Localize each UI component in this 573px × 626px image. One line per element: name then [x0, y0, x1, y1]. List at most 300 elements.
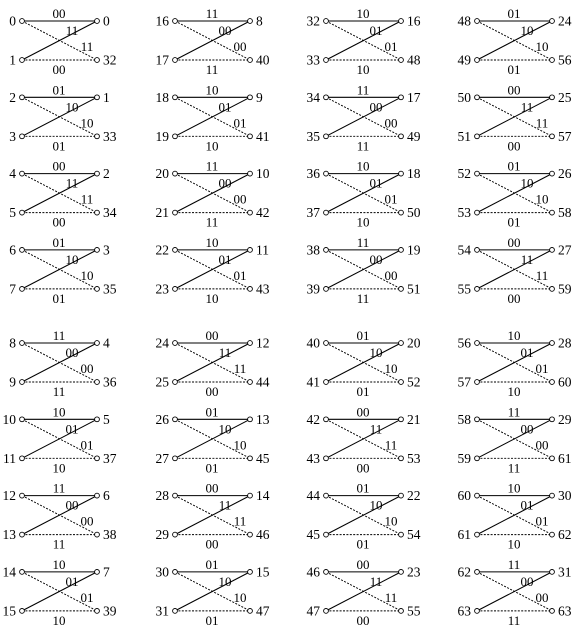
output-state-label: 50: [407, 205, 421, 221]
branch-label-cross-up: 10: [384, 513, 398, 529]
output-state-label: 41: [256, 128, 270, 144]
branch-label-cross-down: 00: [65, 345, 79, 360]
branch-label-top: 10: [52, 556, 66, 572]
branch-label-cross-up: 00: [535, 589, 549, 605]
node-output-top: [550, 341, 555, 346]
node-output-top: [399, 570, 404, 575]
output-state-label: 20: [407, 335, 421, 351]
butterfly: [458, 82, 572, 153]
node-output-top: [399, 171, 404, 176]
node-input-top: [20, 171, 25, 176]
output-state-label: 53: [407, 450, 421, 466]
input-state-label: 22: [155, 242, 169, 258]
butterfly: [9, 82, 117, 153]
branch-label-top: 00: [52, 158, 66, 174]
node-output-bottom: [95, 58, 100, 63]
branch-label-top: 11: [507, 404, 521, 420]
input-state-label: 5: [9, 205, 16, 221]
output-state-label: 61: [558, 450, 572, 466]
node-output-top: [95, 570, 100, 575]
node-output-bottom: [550, 380, 555, 385]
branch-label-bottom: 01: [507, 214, 521, 230]
branch-label-cross-down: 01: [65, 421, 79, 437]
input-state-label: 58: [457, 411, 471, 427]
input-state-label: 46: [306, 564, 320, 580]
output-state-label: 33: [103, 128, 117, 144]
branch-label-cross-up: 00: [384, 267, 398, 283]
node-output-top: [550, 171, 555, 176]
input-state-label: 39: [306, 281, 320, 297]
output-state-label: 4: [103, 335, 110, 351]
input-state-label: 55: [457, 281, 471, 297]
node-output-top: [550, 248, 555, 253]
output-state-label: 35: [103, 281, 117, 297]
node-input-bottom: [324, 456, 329, 461]
output-state-label: 6: [103, 488, 110, 504]
node-output-bottom: [248, 609, 253, 614]
input-state-label: 3: [9, 128, 16, 144]
node-input-bottom: [324, 58, 329, 63]
node-input-bottom: [475, 210, 480, 215]
butterfly: [307, 6, 421, 77]
node-input-bottom: [173, 532, 178, 537]
branch-label-top: 01: [356, 480, 370, 496]
node-input-bottom: [324, 287, 329, 292]
output-state-label: 32: [103, 52, 117, 68]
output-state-label: 54: [407, 527, 421, 543]
output-state-label: 30: [558, 488, 572, 504]
node-output-bottom: [399, 456, 404, 461]
branch-label-bottom: 11: [356, 290, 370, 306]
output-state-label: 45: [256, 450, 270, 466]
branch-label-cross-up: 01: [384, 191, 398, 207]
input-state-label: 11: [3, 450, 16, 466]
node-output-bottom: [248, 134, 253, 139]
butterfly: [9, 159, 117, 230]
output-state-label: 10: [256, 166, 270, 182]
node-input-top: [173, 171, 178, 176]
output-state-label: 12: [256, 335, 270, 351]
node-output-bottom: [95, 609, 100, 614]
node-input-top: [324, 171, 329, 176]
node-output-top: [95, 95, 100, 100]
branch-label-bottom: 11: [507, 612, 521, 626]
node-input-bottom: [324, 532, 329, 537]
node-input-top: [475, 19, 480, 24]
branch-label-cross-down: 10: [520, 23, 534, 38]
node-output-bottom: [95, 287, 100, 292]
branch-label-bottom: 01: [356, 536, 370, 552]
output-state-label: 21: [407, 411, 421, 427]
input-state-label: 30: [155, 564, 169, 580]
node-output-bottom: [399, 287, 404, 292]
branch-label-bottom: 00: [52, 62, 66, 77]
branch-label-top: 10: [52, 404, 66, 420]
node-output-top: [95, 248, 100, 253]
butterfly: [458, 235, 572, 306]
node-output-top: [248, 19, 253, 24]
branch-label-top: 11: [356, 234, 370, 250]
branch-label-cross-down: 01: [520, 497, 534, 513]
butterfly: [156, 235, 270, 306]
output-state-label: 27: [558, 242, 572, 258]
node-input-bottom: [475, 380, 480, 385]
branch-label-top: 11: [356, 82, 370, 98]
node-input-top: [475, 341, 480, 346]
branch-label-top: 10: [507, 328, 521, 343]
node-output-top: [399, 248, 404, 253]
branch-label-cross-up: 01: [535, 361, 549, 376]
output-state-label: 42: [256, 205, 270, 221]
node-input-top: [324, 493, 329, 498]
node-output-bottom: [399, 609, 404, 614]
butterfly: [156, 159, 270, 230]
input-state-label: 47: [306, 603, 320, 619]
input-state-label: 57: [457, 374, 471, 390]
node-input-bottom: [173, 210, 178, 215]
node-input-top: [324, 248, 329, 253]
input-state-label: 17: [155, 52, 169, 68]
node-input-bottom: [475, 287, 480, 292]
input-state-label: 51: [457, 128, 471, 144]
output-state-label: 60: [558, 374, 572, 390]
branch-label-top: 11: [52, 328, 66, 343]
output-state-label: 11: [256, 242, 269, 258]
butterfly: [458, 6, 572, 77]
node-output-bottom: [248, 380, 253, 385]
branch-label-bottom: 01: [205, 612, 219, 626]
branch-label-cross-down: 00: [369, 251, 383, 267]
node-output-bottom: [95, 134, 100, 139]
input-state-label: 43: [306, 450, 320, 466]
input-state-label: 15: [2, 603, 16, 619]
branch-label-top: 11: [52, 480, 66, 496]
node-input-top: [475, 171, 480, 176]
node-input-top: [324, 19, 329, 24]
branch-label-top: 10: [205, 234, 219, 250]
node-output-bottom: [95, 532, 100, 537]
node-input-top: [173, 341, 178, 346]
branch-label-top: 01: [52, 82, 66, 98]
branch-label-top: 01: [52, 234, 66, 250]
output-state-label: 47: [256, 603, 270, 619]
node-input-bottom: [173, 58, 178, 63]
branch-label-cross-down: 11: [65, 23, 79, 38]
branch-label-bottom: 10: [205, 290, 219, 306]
node-output-top: [399, 417, 404, 422]
input-state-label: 54: [457, 242, 471, 258]
node-output-top: [550, 493, 555, 498]
branch-label-top: 10: [356, 6, 370, 21]
input-state-label: 4: [9, 166, 16, 182]
branch-label-bottom: 00: [507, 138, 521, 154]
branch-label-cross-down: 00: [369, 99, 383, 115]
node-output-bottom: [248, 287, 253, 292]
node-output-bottom: [399, 210, 404, 215]
butterfly: [307, 235, 421, 306]
branch-label-cross-down: 10: [369, 497, 383, 513]
node-input-top: [173, 493, 178, 498]
input-state-label: 49: [457, 52, 471, 68]
branch-label-cross-up: 11: [384, 437, 398, 453]
node-output-bottom: [550, 210, 555, 215]
branch-label-cross-down: 00: [520, 573, 534, 589]
branch-label-top: 01: [507, 158, 521, 174]
input-state-label: 50: [457, 89, 471, 105]
output-state-label: 51: [407, 281, 421, 297]
branch-label-cross-down: 00: [520, 421, 534, 437]
branch-label-cross-down: 00: [218, 175, 232, 191]
node-input-top: [20, 570, 25, 575]
node-output-top: [550, 570, 555, 575]
node-input-top: [20, 341, 25, 346]
node-output-bottom: [248, 210, 253, 215]
output-state-label: 49: [407, 128, 421, 144]
branch-label-cross-down: 00: [218, 23, 232, 38]
branch-label-bottom: 01: [52, 138, 66, 154]
output-state-label: 14: [256, 488, 270, 504]
node-output-top: [248, 95, 253, 100]
branch-label-top: 11: [205, 158, 219, 174]
input-state-label: 0: [9, 13, 16, 29]
branch-label-cross-down: 10: [65, 99, 79, 115]
node-output-bottom: [550, 609, 555, 614]
node-output-bottom: [399, 58, 404, 63]
input-state-label: 41: [306, 374, 320, 390]
branch-label-top: 00: [356, 404, 370, 420]
node-input-top: [20, 417, 25, 422]
branch-label-bottom: 10: [205, 138, 219, 154]
branch-label-cross-down: 11: [218, 345, 232, 360]
output-state-label: 5: [103, 411, 110, 427]
input-state-label: 6: [9, 242, 16, 258]
node-input-top: [173, 95, 178, 100]
input-state-label: 1: [9, 52, 16, 68]
node-output-bottom: [550, 532, 555, 537]
output-state-label: 13: [256, 411, 270, 427]
node-output-top: [95, 19, 100, 24]
input-state-label: 33: [306, 52, 320, 68]
branch-label-cross-up: 10: [535, 39, 549, 54]
branch-label-cross-down: 00: [65, 497, 79, 513]
butterfly: [307, 328, 421, 399]
input-state-label: 42: [306, 411, 320, 427]
output-state-label: 26: [558, 166, 572, 182]
branch-label-cross-up: 11: [80, 191, 94, 207]
branch-label-cross-up: 11: [535, 115, 549, 131]
node-output-top: [95, 493, 100, 498]
input-state-label: 61: [457, 527, 471, 543]
branch-label-cross-up: 10: [233, 589, 247, 605]
output-state-label: 1: [103, 89, 110, 105]
input-state-label: 60: [457, 488, 471, 504]
branch-label-cross-up: 01: [535, 513, 549, 529]
node-input-top: [20, 19, 25, 24]
output-state-label: 18: [407, 166, 421, 182]
branch-label-bottom: 11: [52, 384, 66, 399]
branch-label-cross-up: 10: [80, 115, 94, 131]
node-output-top: [399, 341, 404, 346]
node-input-bottom: [475, 456, 480, 461]
output-state-label: 63: [558, 603, 572, 619]
node-output-top: [95, 417, 100, 422]
branch-label-cross-down: 01: [218, 99, 232, 115]
node-input-top: [324, 417, 329, 422]
node-input-bottom: [20, 456, 25, 461]
node-output-top: [550, 417, 555, 422]
branch-label-cross-up: 01: [384, 39, 398, 54]
output-state-label: 9: [256, 89, 263, 105]
output-state-label: 2: [103, 166, 110, 182]
node-output-top: [95, 171, 100, 176]
input-state-label: 16: [155, 13, 169, 29]
branch-label-bottom: 01: [507, 62, 521, 77]
input-state-label: 56: [457, 335, 471, 351]
branch-label-bottom: 01: [52, 290, 66, 306]
output-state-label: 29: [558, 411, 572, 427]
branch-label-cross-up: 11: [535, 267, 549, 283]
node-output-bottom: [248, 532, 253, 537]
branch-label-top: 10: [205, 82, 219, 98]
branch-label-cross-up: 00: [80, 361, 94, 376]
output-state-label: 0: [103, 13, 110, 29]
branch-label-cross-down: 10: [369, 345, 383, 360]
branch-label-bottom: 00: [356, 460, 370, 476]
input-state-label: 21: [155, 205, 169, 221]
output-state-label: 39: [103, 603, 117, 619]
output-state-label: 48: [407, 52, 421, 68]
node-input-bottom: [324, 134, 329, 139]
input-state-label: 48: [457, 13, 471, 29]
branch-label-cross-down: 10: [218, 421, 232, 437]
output-state-label: 57: [558, 128, 572, 144]
output-state-label: 46: [256, 527, 270, 543]
input-state-label: 45: [306, 527, 320, 543]
input-state-label: 40: [306, 335, 320, 351]
branch-label-bottom: 00: [205, 384, 219, 399]
input-state-label: 32: [306, 13, 320, 29]
branch-label-top: 00: [507, 82, 521, 98]
branch-label-cross-up: 11: [233, 513, 247, 529]
branch-label-cross-down: 10: [65, 251, 79, 267]
butterfly: [307, 404, 421, 475]
branch-label-cross-down: 11: [520, 251, 534, 267]
input-state-label: 24: [155, 335, 169, 351]
input-state-label: 14: [2, 564, 16, 580]
branch-label-cross-up: 11: [80, 39, 94, 54]
output-state-label: 15: [256, 564, 270, 580]
branch-label-top: 10: [507, 480, 521, 496]
node-output-top: [248, 417, 253, 422]
node-output-top: [248, 341, 253, 346]
output-state-label: 8: [256, 13, 263, 29]
output-state-label: 37: [103, 450, 117, 466]
butterfly: [458, 404, 572, 475]
node-output-bottom: [550, 134, 555, 139]
node-input-top: [475, 493, 480, 498]
branch-label-cross-down: 11: [520, 99, 534, 115]
branch-label-cross-up: 10: [80, 267, 94, 283]
branch-label-cross-up: 00: [233, 191, 247, 207]
branch-label-top: 01: [205, 404, 219, 420]
node-input-top: [475, 570, 480, 575]
branch-label-top: 00: [205, 328, 219, 343]
input-state-label: 12: [2, 488, 16, 504]
butterfly: [156, 481, 270, 552]
node-output-bottom: [399, 532, 404, 537]
branch-label-bottom: 00: [356, 612, 370, 626]
input-state-label: 29: [155, 527, 169, 543]
output-state-label: 40: [256, 52, 270, 68]
output-state-label: 24: [558, 13, 572, 29]
branch-label-bottom: 10: [356, 214, 370, 230]
branch-label-cross-down: 10: [520, 175, 534, 191]
branch-label-bottom: 10: [52, 612, 66, 626]
output-state-label: 22: [407, 488, 421, 504]
node-output-top: [399, 95, 404, 100]
branch-label-cross-down: 11: [369, 421, 383, 437]
node-output-bottom: [399, 380, 404, 385]
output-state-label: 44: [256, 374, 270, 390]
node-input-bottom: [20, 210, 25, 215]
node-output-top: [399, 19, 404, 24]
input-state-label: 27: [155, 450, 169, 466]
node-input-bottom: [475, 609, 480, 614]
branch-label-cross-down: 10: [218, 573, 232, 589]
branch-label-cross-up: 01: [233, 267, 247, 283]
node-input-top: [324, 570, 329, 575]
node-input-top: [20, 493, 25, 498]
butterfly: [3, 404, 117, 475]
node-output-top: [550, 95, 555, 100]
output-state-label: 34: [103, 205, 117, 221]
node-input-top: [475, 95, 480, 100]
node-output-bottom: [95, 456, 100, 461]
branch-label-cross-up: 00: [233, 39, 247, 54]
output-state-label: 31: [558, 564, 572, 580]
output-state-label: 23: [407, 564, 421, 580]
input-state-label: 23: [155, 281, 169, 297]
node-input-bottom: [324, 609, 329, 614]
node-output-bottom: [550, 287, 555, 292]
butterfly: [9, 235, 117, 306]
node-output-top: [399, 493, 404, 498]
node-input-bottom: [20, 532, 25, 537]
branch-label-top: 00: [205, 480, 219, 496]
input-state-label: 19: [155, 128, 169, 144]
butterfly: [307, 159, 421, 230]
branch-label-bottom: 10: [507, 384, 521, 399]
branch-label-cross-down: 01: [218, 251, 232, 267]
branch-label-bottom: 11: [507, 460, 521, 476]
input-state-label: 52: [457, 166, 471, 182]
node-input-top: [173, 570, 178, 575]
node-input-top: [173, 417, 178, 422]
node-input-bottom: [20, 134, 25, 139]
input-state-label: 53: [457, 205, 471, 221]
branch-label-bottom: 11: [52, 536, 66, 552]
input-state-label: 7: [9, 281, 16, 297]
branch-label-cross-down: 11: [65, 175, 79, 191]
input-state-label: 9: [9, 374, 16, 390]
input-state-label: 37: [306, 205, 320, 221]
input-state-label: 13: [2, 527, 16, 543]
branch-label-bottom: 00: [507, 290, 521, 306]
butterfly: [458, 159, 572, 230]
butterfly: [3, 557, 117, 626]
node-output-bottom: [95, 380, 100, 385]
output-state-label: 38: [103, 527, 117, 543]
